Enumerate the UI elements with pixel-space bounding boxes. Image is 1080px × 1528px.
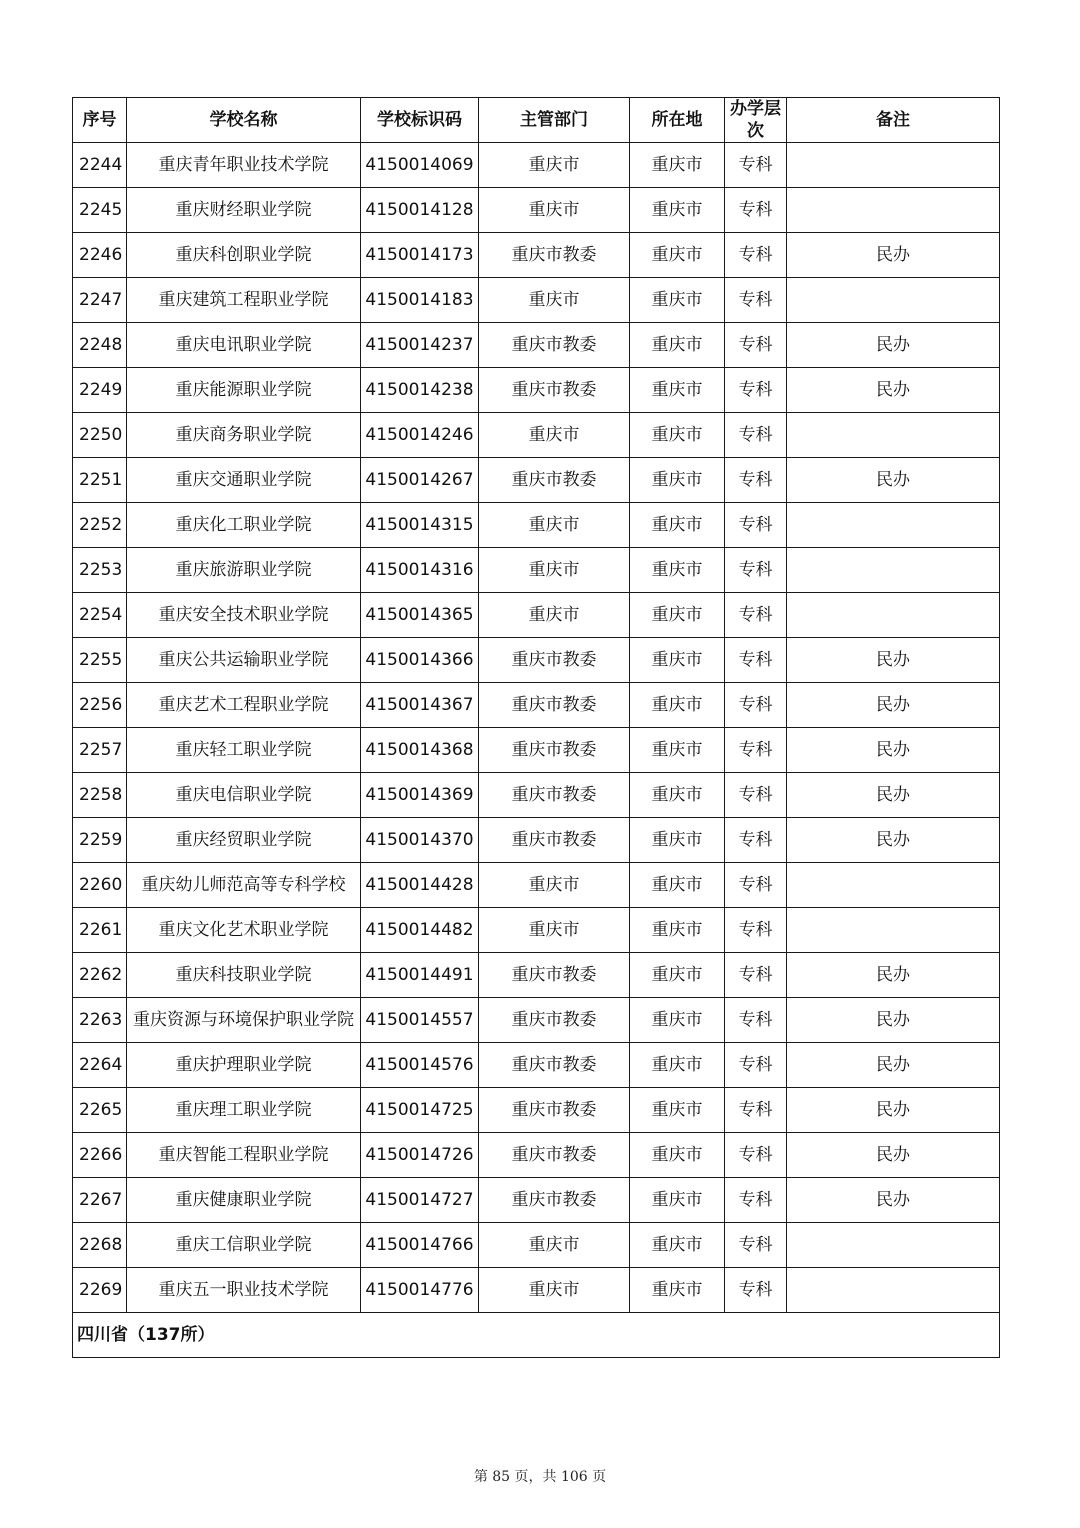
cell-school-name: 重庆旅游职业学院	[127, 548, 361, 593]
cell-school-code: 4150014173	[361, 233, 479, 278]
col-header-level	[725, 98, 787, 143]
table-row	[73, 998, 1000, 1043]
section-label: 四川省（137所）	[73, 1313, 1000, 1358]
cell-location: 重庆市	[630, 728, 725, 773]
cell-school-code: 4150014727	[361, 1178, 479, 1223]
cell-index: 2269	[73, 1268, 127, 1313]
cell-department: 重庆市教委	[479, 1043, 630, 1088]
cell-remark	[787, 863, 1000, 908]
cell-location: 重庆市	[630, 953, 725, 998]
cell-location: 重庆市	[630, 1043, 725, 1088]
cell-level: 专科	[725, 188, 787, 233]
cell-remark	[787, 143, 1000, 188]
cell-remark	[787, 1223, 1000, 1268]
cell-index: 2249	[73, 368, 127, 413]
cell-index: 2251	[73, 458, 127, 503]
cell-department: 重庆市	[479, 908, 630, 953]
cell-department: 重庆市教委	[479, 458, 630, 503]
cell-location: 重庆市	[630, 908, 725, 953]
table-row	[73, 143, 1000, 188]
cell-school-code: 4150014726	[361, 1133, 479, 1178]
cell-school-name: 重庆化工职业学院	[127, 503, 361, 548]
table-row	[73, 323, 1000, 368]
cell-school-code: 4150014576	[361, 1043, 479, 1088]
cell-remark: 民办	[787, 368, 1000, 413]
cell-level: 专科	[725, 548, 787, 593]
cell-remark: 民办	[787, 1178, 1000, 1223]
cell-school-code: 4150014246	[361, 413, 479, 458]
cell-school-name: 重庆健康职业学院	[127, 1178, 361, 1223]
cell-location: 重庆市	[630, 683, 725, 728]
cell-school-code: 4150014369	[361, 773, 479, 818]
cell-remark: 民办	[787, 638, 1000, 683]
table-row	[73, 953, 1000, 998]
cell-level: 专科	[725, 368, 787, 413]
cell-location: 重庆市	[630, 323, 725, 368]
cell-location: 重庆市	[630, 818, 725, 863]
table-row	[73, 1043, 1000, 1088]
cell-index: 2262	[73, 953, 127, 998]
cell-location: 重庆市	[630, 368, 725, 413]
table-row	[73, 1178, 1000, 1223]
table-row	[73, 1133, 1000, 1178]
col-header-remark: 备注	[787, 98, 1000, 143]
cell-level: 专科	[725, 1223, 787, 1268]
cell-school-code: 4150014725	[361, 1088, 479, 1133]
cell-location: 重庆市	[630, 1133, 725, 1178]
cell-department: 重庆市	[479, 188, 630, 233]
table-row	[73, 1088, 1000, 1133]
cell-department: 重庆市	[479, 503, 630, 548]
cell-location: 重庆市	[630, 1268, 725, 1313]
cell-school-code: 4150014365	[361, 593, 479, 638]
cell-remark: 民办	[787, 683, 1000, 728]
cell-index: 2257	[73, 728, 127, 773]
cell-remark: 民办	[787, 998, 1000, 1043]
section-row	[73, 1313, 1000, 1358]
cell-level: 专科	[725, 728, 787, 773]
cell-index: 2261	[73, 908, 127, 953]
cell-department: 重庆市	[479, 548, 630, 593]
cell-school-code: 4150014366	[361, 638, 479, 683]
cell-location: 重庆市	[630, 773, 725, 818]
cell-department: 重庆市教委	[479, 728, 630, 773]
cell-index: 2259	[73, 818, 127, 863]
col-header-level-text: 办学层次	[730, 99, 781, 141]
cell-school-name: 重庆五一职业技术学院	[127, 1268, 361, 1313]
cell-school-code: 4150014183	[361, 278, 479, 323]
cell-remark: 民办	[787, 1133, 1000, 1178]
cell-level: 专科	[725, 998, 787, 1043]
cell-school-name: 重庆建筑工程职业学院	[127, 278, 361, 323]
cell-department: 重庆市教委	[479, 233, 630, 278]
cell-remark	[787, 1268, 1000, 1313]
cell-location: 重庆市	[630, 863, 725, 908]
table-row	[73, 458, 1000, 503]
cell-index: 2256	[73, 683, 127, 728]
cell-school-name: 重庆公共运输职业学院	[127, 638, 361, 683]
cell-school-code: 4150014557	[361, 998, 479, 1043]
cell-index: 2252	[73, 503, 127, 548]
cell-school-name: 重庆护理职业学院	[127, 1043, 361, 1088]
cell-remark	[787, 278, 1000, 323]
cell-school-name: 重庆智能工程职业学院	[127, 1133, 361, 1178]
col-header-department: 主管部门	[479, 98, 630, 143]
cell-school-name: 重庆安全技术职业学院	[127, 593, 361, 638]
cell-index: 2244	[73, 143, 127, 188]
cell-school-code: 4150014315	[361, 503, 479, 548]
cell-school-name: 重庆理工职业学院	[127, 1088, 361, 1133]
cell-department: 重庆市教委	[479, 1088, 630, 1133]
cell-level: 专科	[725, 323, 787, 368]
cell-location: 重庆市	[630, 503, 725, 548]
cell-department: 重庆市教委	[479, 773, 630, 818]
table-row	[73, 818, 1000, 863]
cell-level: 专科	[725, 818, 787, 863]
cell-school-code: 4150014482	[361, 908, 479, 953]
cell-level: 专科	[725, 503, 787, 548]
cell-index: 2267	[73, 1178, 127, 1223]
cell-department: 重庆市教委	[479, 323, 630, 368]
cell-department: 重庆市教委	[479, 818, 630, 863]
cell-school-name: 重庆经贸职业学院	[127, 818, 361, 863]
cell-index: 2265	[73, 1088, 127, 1133]
cell-level: 专科	[725, 278, 787, 323]
cell-department: 重庆市教委	[479, 998, 630, 1043]
cell-location: 重庆市	[630, 413, 725, 458]
cell-location: 重庆市	[630, 1223, 725, 1268]
cell-school-code: 4150014267	[361, 458, 479, 503]
table-row	[73, 413, 1000, 458]
cell-school-name: 重庆能源职业学院	[127, 368, 361, 413]
cell-remark	[787, 503, 1000, 548]
cell-department: 重庆市教委	[479, 368, 630, 413]
cell-school-code: 4150014128	[361, 188, 479, 233]
cell-level: 专科	[725, 908, 787, 953]
table-row	[73, 368, 1000, 413]
cell-department: 重庆市教委	[479, 953, 630, 998]
cell-department: 重庆市教委	[479, 683, 630, 728]
cell-index: 2258	[73, 773, 127, 818]
cell-location: 重庆市	[630, 188, 725, 233]
cell-school-name: 重庆电信职业学院	[127, 773, 361, 818]
cell-level: 专科	[725, 683, 787, 728]
cell-index: 2254	[73, 593, 127, 638]
cell-level: 专科	[725, 638, 787, 683]
table-row	[73, 773, 1000, 818]
cell-level: 专科	[725, 1133, 787, 1178]
cell-school-name: 重庆艺术工程职业学院	[127, 683, 361, 728]
cell-level: 专科	[725, 143, 787, 188]
table-row	[73, 1223, 1000, 1268]
cell-school-code: 4150014238	[361, 368, 479, 413]
cell-index: 2246	[73, 233, 127, 278]
cell-index: 2247	[73, 278, 127, 323]
table-row	[73, 233, 1000, 278]
cell-index: 2264	[73, 1043, 127, 1088]
col-header-school-code: 学校标识码	[361, 98, 479, 143]
cell-level: 专科	[725, 1178, 787, 1223]
cell-index: 2268	[73, 1223, 127, 1268]
cell-remark	[787, 593, 1000, 638]
cell-school-code: 4150014491	[361, 953, 479, 998]
cell-school-name: 重庆工信职业学院	[127, 1223, 361, 1268]
table-header-row	[73, 98, 1000, 143]
cell-school-code: 4150014368	[361, 728, 479, 773]
cell-remark: 民办	[787, 953, 1000, 998]
cell-location: 重庆市	[630, 1178, 725, 1223]
cell-level: 专科	[725, 1268, 787, 1313]
cell-location: 重庆市	[630, 1088, 725, 1133]
table-row	[73, 908, 1000, 953]
table-row	[73, 683, 1000, 728]
cell-remark: 民办	[787, 458, 1000, 503]
cell-remark	[787, 413, 1000, 458]
cell-location: 重庆市	[630, 548, 725, 593]
cell-location: 重庆市	[630, 638, 725, 683]
school-list-table	[72, 97, 1000, 1358]
cell-level: 专科	[725, 1043, 787, 1088]
cell-remark: 民办	[787, 1088, 1000, 1133]
table-row	[73, 278, 1000, 323]
cell-department: 重庆市	[479, 143, 630, 188]
cell-school-code: 4150014370	[361, 818, 479, 863]
cell-level: 专科	[725, 863, 787, 908]
cell-location: 重庆市	[630, 278, 725, 323]
cell-school-name: 重庆轻工职业学院	[127, 728, 361, 773]
cell-school-name: 重庆科技职业学院	[127, 953, 361, 998]
table-row	[73, 728, 1000, 773]
cell-department: 重庆市	[479, 413, 630, 458]
cell-school-name: 重庆财经职业学院	[127, 188, 361, 233]
cell-index: 2250	[73, 413, 127, 458]
cell-school-name: 重庆资源与环境保护职业学院	[127, 998, 361, 1043]
cell-level: 专科	[725, 458, 787, 503]
cell-level: 专科	[725, 773, 787, 818]
table-body	[73, 143, 1000, 1313]
cell-level: 专科	[725, 413, 787, 458]
cell-school-name: 重庆交通职业学院	[127, 458, 361, 503]
cell-department: 重庆市	[479, 863, 630, 908]
cell-remark: 民办	[787, 773, 1000, 818]
table-row	[73, 638, 1000, 683]
cell-location: 重庆市	[630, 998, 725, 1043]
table-row	[73, 1268, 1000, 1313]
cell-index: 2255	[73, 638, 127, 683]
cell-index: 2248	[73, 323, 127, 368]
cell-department: 重庆市教委	[479, 1178, 630, 1223]
cell-remark: 民办	[787, 1043, 1000, 1088]
cell-department: 重庆市	[479, 593, 630, 638]
table-row	[73, 503, 1000, 548]
cell-index: 2253	[73, 548, 127, 593]
cell-remark	[787, 908, 1000, 953]
cell-department: 重庆市	[479, 1223, 630, 1268]
col-header-index: 序号	[73, 98, 127, 143]
cell-index: 2263	[73, 998, 127, 1043]
cell-school-code: 4150014316	[361, 548, 479, 593]
cell-school-code: 4150014367	[361, 683, 479, 728]
cell-department: 重庆市	[479, 278, 630, 323]
cell-remark: 民办	[787, 728, 1000, 773]
col-header-location: 所在地	[630, 98, 725, 143]
table-row	[73, 548, 1000, 593]
cell-remark	[787, 188, 1000, 233]
cell-level: 专科	[725, 953, 787, 998]
table-row	[73, 188, 1000, 233]
cell-index: 2260	[73, 863, 127, 908]
cell-school-code: 4150014237	[361, 323, 479, 368]
cell-level: 专科	[725, 593, 787, 638]
table-row	[73, 863, 1000, 908]
cell-remark: 民办	[787, 323, 1000, 368]
page-number: 第 85 页，共 106 页	[473, 1469, 607, 1485]
cell-school-name: 重庆青年职业技术学院	[127, 143, 361, 188]
cell-school-name: 重庆科创职业学院	[127, 233, 361, 278]
cell-school-name: 重庆文化艺术职业学院	[127, 908, 361, 953]
cell-school-name: 重庆商务职业学院	[127, 413, 361, 458]
cell-location: 重庆市	[630, 233, 725, 278]
cell-index: 2266	[73, 1133, 127, 1178]
cell-remark: 民办	[787, 233, 1000, 278]
cell-school-code: 4150014766	[361, 1223, 479, 1268]
cell-school-code: 4150014776	[361, 1268, 479, 1313]
cell-department: 重庆市	[479, 1268, 630, 1313]
cell-location: 重庆市	[630, 593, 725, 638]
table-row	[73, 593, 1000, 638]
cell-level: 专科	[725, 233, 787, 278]
cell-remark	[787, 548, 1000, 593]
cell-school-code: 4150014428	[361, 863, 479, 908]
cell-school-name: 重庆电讯职业学院	[127, 323, 361, 368]
cell-department: 重庆市教委	[479, 638, 630, 683]
col-header-school-name: 学校名称	[127, 98, 361, 143]
cell-school-name: 重庆幼儿师范高等专科学校	[127, 863, 361, 908]
cell-location: 重庆市	[630, 458, 725, 503]
cell-level: 专科	[725, 1088, 787, 1133]
cell-department: 重庆市教委	[479, 1133, 630, 1178]
cell-remark: 民办	[787, 818, 1000, 863]
cell-location: 重庆市	[630, 143, 725, 188]
cell-school-code: 4150014069	[361, 143, 479, 188]
cell-index: 2245	[73, 188, 127, 233]
